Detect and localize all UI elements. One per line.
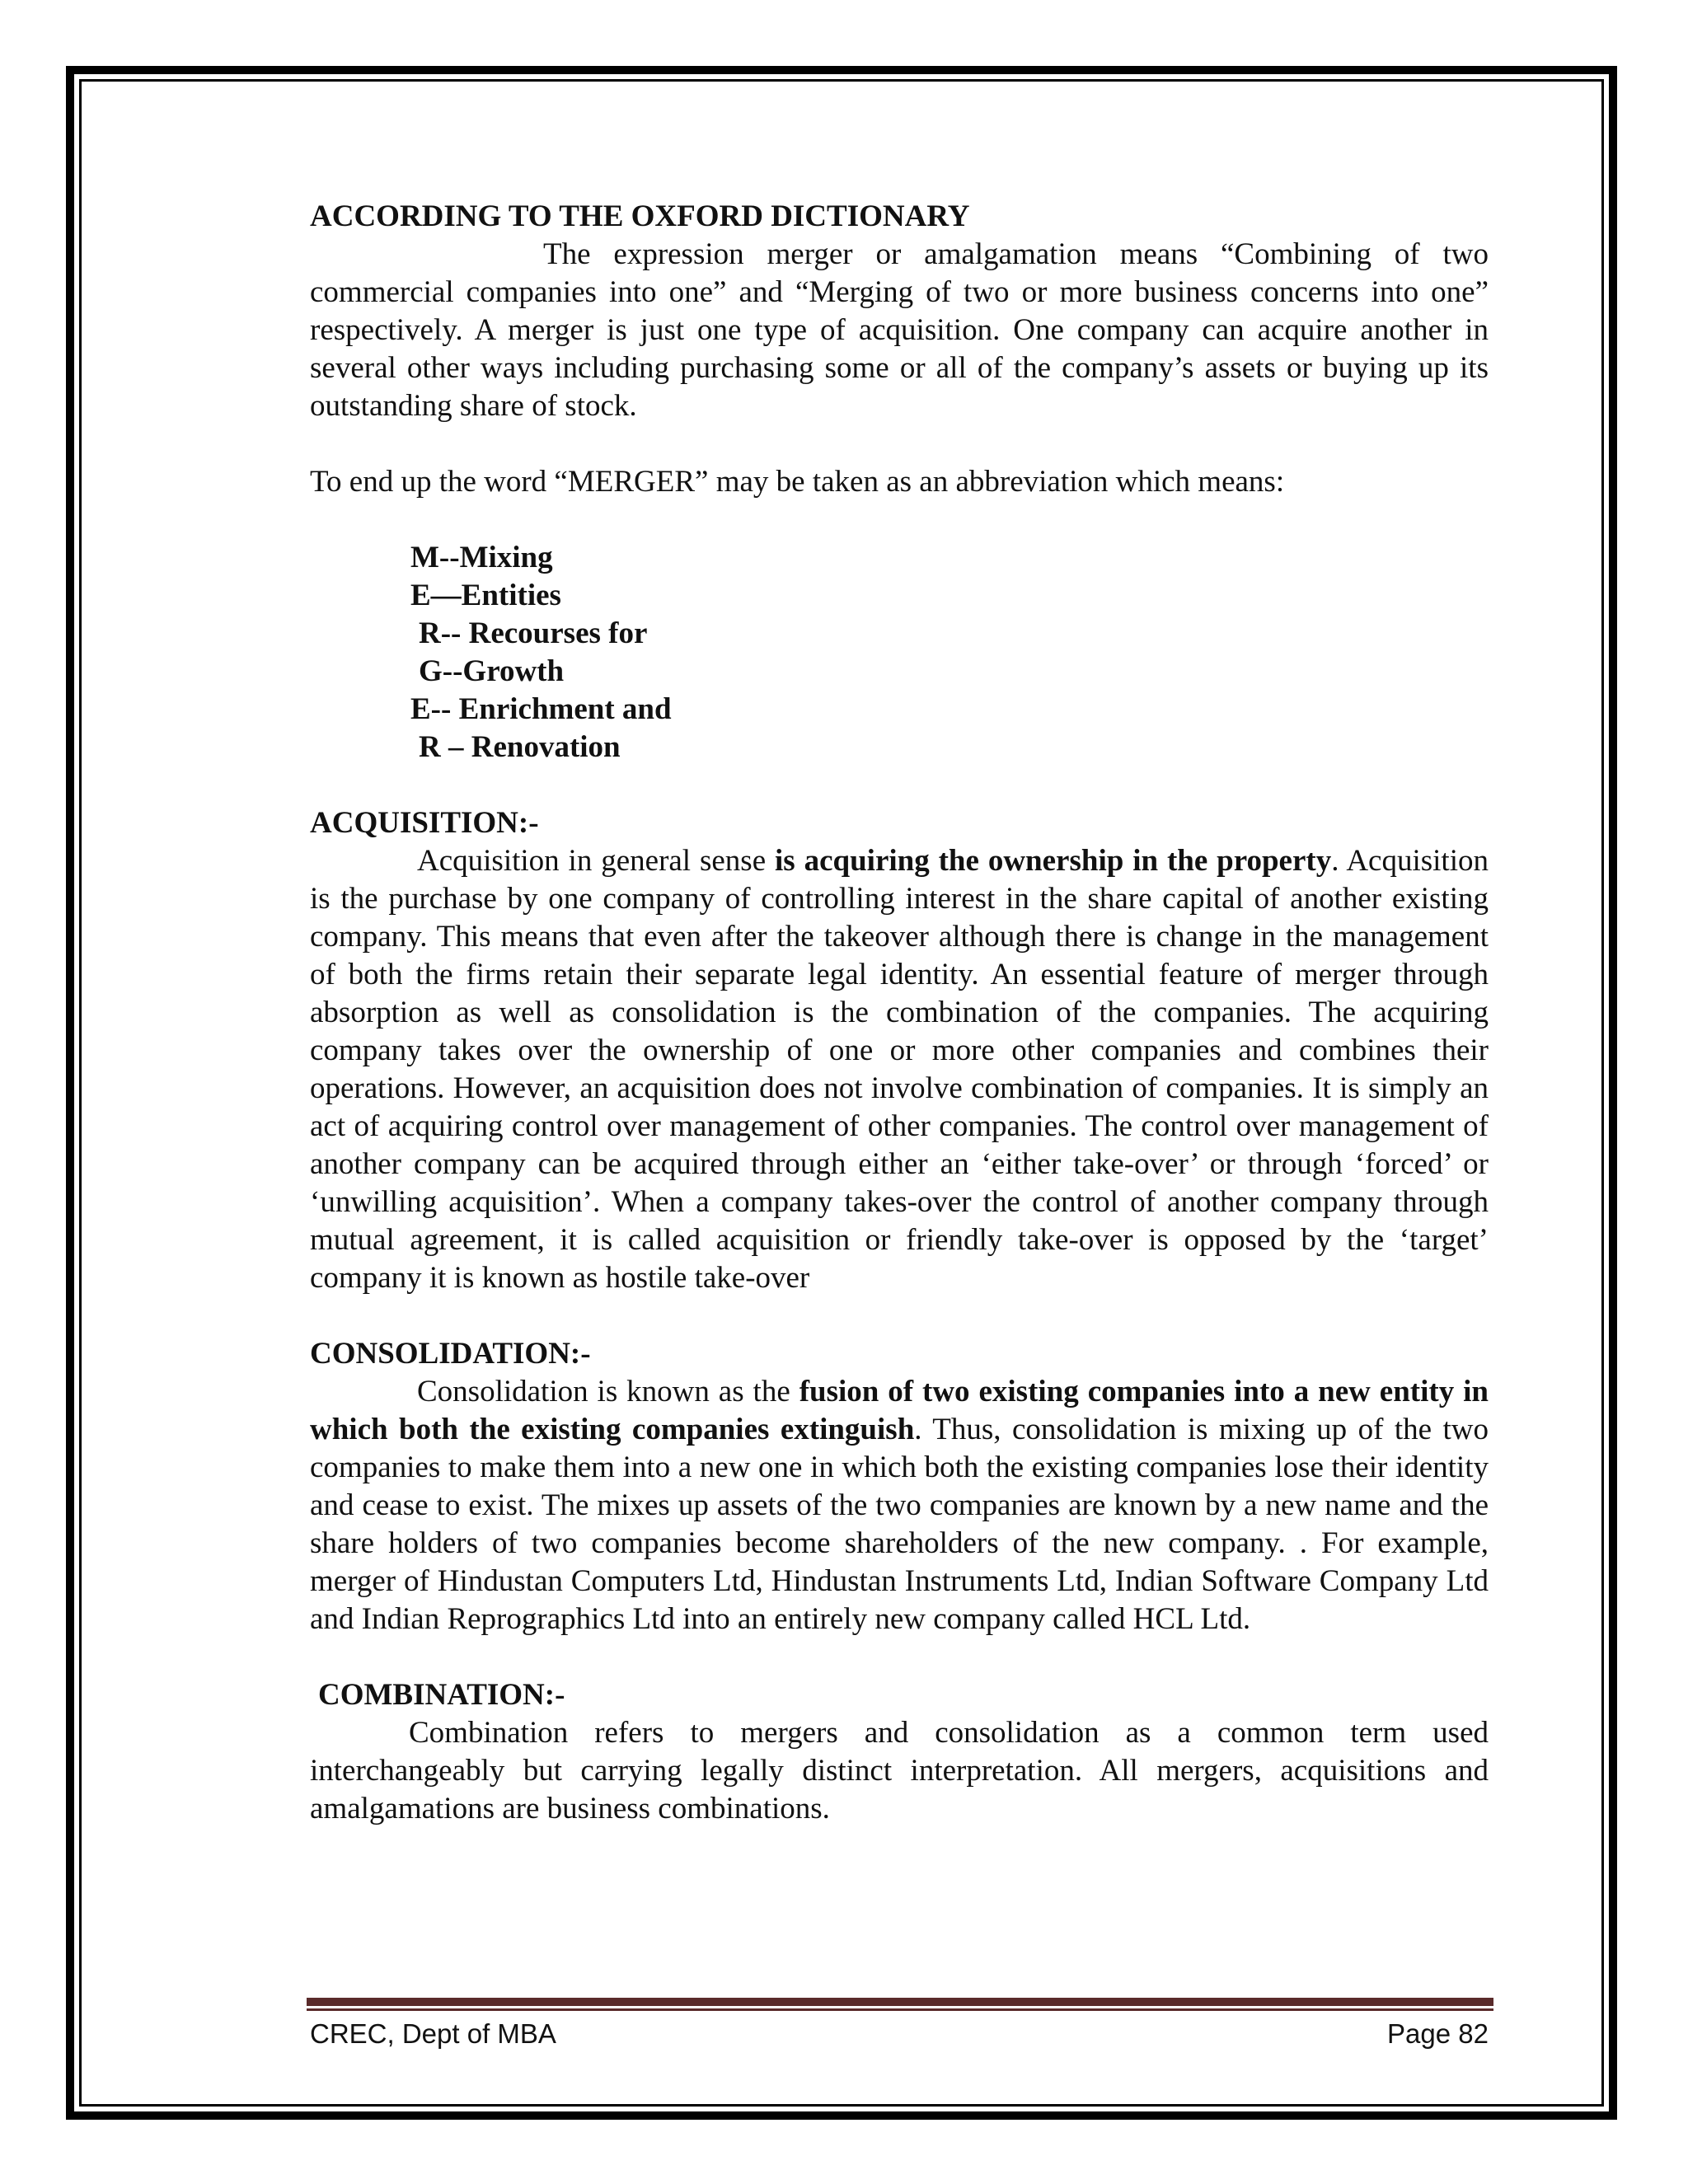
acquisition-paragraph	[310, 842, 1489, 1297]
spacer	[310, 1638, 1489, 1676]
consolidation-rest: . Thus, consolidation is mixing up of the two companies to make them into a new one in which both the existing companies lose their identity and cease to exist. The mixes up assets of the two companies are known by a new name and the share holders of two companies become shareholders of the new company. . For example, merger of Hindustan Computers Ltd, Hindustan Instruments Ltd, Indian Software Company Ltd and Indian Reprographics Ltd into an entirely new company called HCL Ltd.	[310, 1413, 1489, 1636]
footer-rule	[307, 1998, 1493, 2006]
combination-paragraph: Combination refers to mergers and consolidation as a common term used interchangeably but carrying legally distinct interpretation. All mergers, acquisitions and amalgamations are business combinations.	[310, 1716, 1489, 1825]
acquisition-bold: is acquiring the ownership in the property	[775, 844, 1332, 878]
list-item: R – Renovation	[419, 730, 621, 764]
acquisition-lead: Acquisition in general sense	[417, 844, 776, 878]
abbreviation-intro: To end up the word “MERGER” may be taken as an abbreviation which means:	[310, 465, 1285, 499]
oxford-heading: ACCORDING TO THE OXFORD DICTIONARY	[310, 199, 970, 233]
list-item: E—Entities	[410, 579, 561, 612]
spacer	[310, 1297, 1489, 1335]
acquisition-rest: . Acquisition is the purchase by one company of controlling interest in the share capital of another existing company. This means that even after the takeover although there is change in the management of both the firms retain their separate legal identity. An essential feature of merger through absorption as well as consolidation is the combination of the companies. The acquiring company takes over the ownership of one or more other companies and combines their operations. However, an acquisition does not involve combination of companies. It is simply an act of acquiring control over management of other companies. The control over management of another company can be acquired through either an ‘either take-over’ or through ‘forced’ or ‘unwilling acquisition’. When a company takes-over the control of another company through mutual agreement, it is called acquisition or friendly take-over is opposed by the ‘target’ company it is known as hostile take-over	[310, 844, 1489, 1295]
list-item: M--Mixing	[410, 541, 553, 574]
spacer	[310, 766, 1489, 804]
page-footer	[310, 2016, 1489, 2052]
footer-department: CREC, Dept of MBA	[310, 2018, 556, 2049]
merger-abbreviation-list	[310, 539, 1489, 766]
consolidation-paragraph	[310, 1373, 1489, 1638]
spacer	[310, 425, 1489, 463]
consolidation-heading: CONSOLIDATION:-	[310, 1337, 591, 1371]
footer-page-number: Page 82	[1387, 2018, 1489, 2049]
combination-heading: COMBINATION:-	[318, 1678, 565, 1712]
consolidation-bold: fusion of two existing companies into a new entity in which both the existing companies extinguish	[310, 1375, 1489, 1446]
list-item: G--Growth	[419, 654, 565, 688]
list-item: E-- Enrichment and	[410, 692, 672, 726]
page-content	[310, 198, 1489, 1828]
consolidation-lead: Consolidation is known as the	[417, 1375, 799, 1408]
spacer	[310, 501, 1489, 539]
footer-rule-thin	[307, 2008, 1493, 2011]
list-item: R-- Recourses for	[419, 616, 648, 650]
acquisition-heading: ACQUISITION:-	[310, 806, 539, 840]
oxford-paragraph: The expression merger or amalgamation means “Combining of two commercial companies into one” and “Merging of two or more business concerns into one” respectively. A merger is just one type of acquisition. One company can acquire another in several other ways including purchasing some or all of the company’s assets or buying up its outstanding share of stock.	[310, 237, 1489, 423]
